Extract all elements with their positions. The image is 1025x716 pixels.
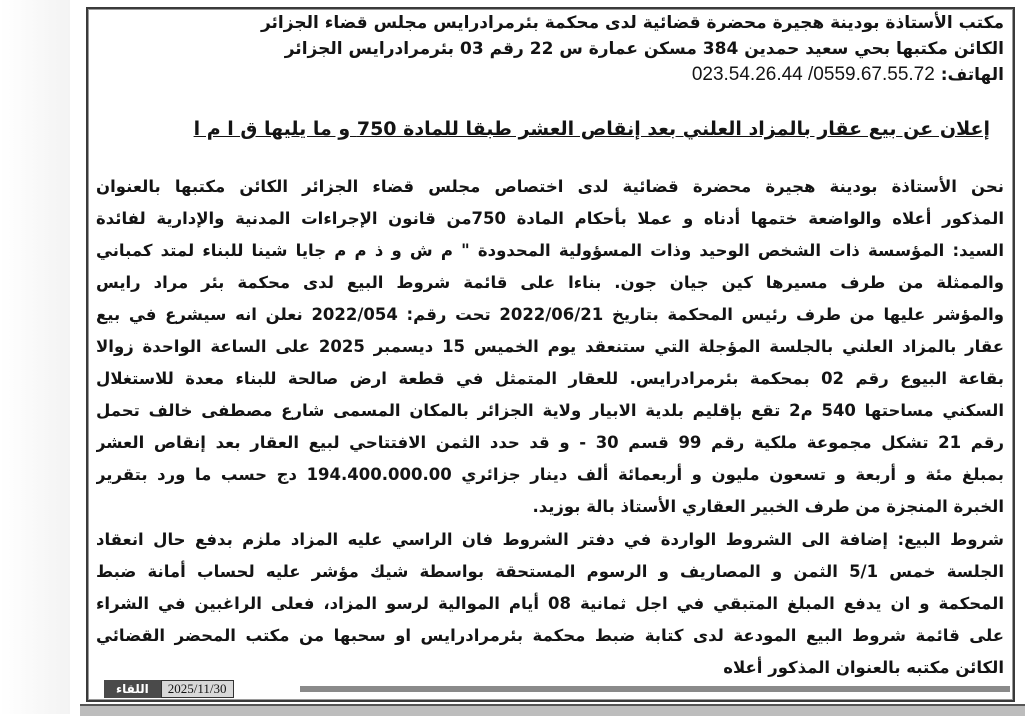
page-margin: [0, 0, 70, 714]
conditions-line: شروط البيع: إضافة الى الشروط الواردة في دفتر الشروط فان الراسي عليه المزاد ملزم بدفع حال انعقاد: [96, 530, 1004, 549]
body-line: والمؤشر عليها من طرف رئيس المحكمة بتاريخ 2022/06/21 تحت رقم: 2022/054 نعلن انه سيشرع في بيع: [96, 305, 1004, 324]
publication-footer: [104, 680, 234, 698]
address-line: الكائن مكتبها بحي سعيد حمدين 384 مسكن عمارة س 22 رقم 03 بئرمرادرايس الجزائر: [284, 39, 1004, 59]
body-line: الخبرة المنجزة من طرف الخبير العقاري الأستاذ بالة بوزيد.: [532, 497, 1004, 516]
conditions-line: على قائمة شروط البيع المودعة لدى كتابة ضبط محكمة بئرمرادرايس او سحبها من مكتب المحضر القضائي: [96, 626, 1004, 645]
body-line: رقم 21 تشكل مجموعة ملكية رقم 99 قسم 30 - و قد حدد الثمن الافتتاحي لبيع العقار بعد إنقاص العشر: [96, 433, 1004, 452]
body-line: بمبلغ مئة و أربعة و تسعون مليون و أربعمائة ألف دينار جزائري 194.400.000.00 دج حسب ما ورد بتقرير: [96, 465, 1004, 484]
conditions-line: الكائن مكتبه بالعنوان المذكور أعلاه: [723, 658, 1004, 677]
body-line: السكني مساحتها 540 م2 تقع بإقليم بلدية الابيار ولاية الجزائر بالمكان المسمى شارع مصطفى خالف تحمل: [96, 401, 1004, 420]
phone-numbers: 023.54.26.44 /0559.67.55.72: [691, 64, 935, 85]
body-line: بقاعة البيوع رقم 02 بمحكمة بئرمرادرايس. للعقار المتمثل في قطعة ارض صالحة للبناء معدة للاستغلال: [96, 369, 1004, 388]
body-line: والممثلة من طرف مسيرها كين جيان جون. بناءا على قائمة شروط البيع لدى محكمة بئر مراد رايس: [96, 273, 1004, 292]
body-line: عقار بالمزاد العلني بالجلسة المؤجلة التي ستنعقد يوم الخميس 15 ديسمبر 2025 على الساعة الواحدة زوالا: [96, 337, 1004, 356]
notice-title: إعلان عن بيع عقار بالمزاد العلني بعد إنقاص العشر طبقا للمادة 750 و ما يليها ق ا م ا: [193, 118, 990, 140]
body-line: السيد: المؤسسة ذات الشخص الوحيد وذات المسؤولية المحدودة " م ش و ذ م م جايا شينا للبناء لمتد كمباني: [96, 241, 1004, 260]
publication-date: 2025/11/30: [161, 680, 234, 698]
body-line: نحن الأستاذة بودينة هجيرة محضرة قضائية لدى اختصاص مجلس قضاء الجزائر الكائن مكتبها بالعنوان: [96, 177, 1004, 196]
footer-rule: [300, 686, 1010, 692]
office-line: مكتب الأستاذة بودينة هجيرة محضرة قضائية لدى محكمة بئرمرادرايس مجلس قضاء الجزائر: [260, 13, 1004, 33]
phone-label: الهاتف:: [940, 65, 1004, 85]
conditions-line: الجلسة خمس 5/1 الثمن و المصاريف و الرسوم المستحقة بواسطة شيك مؤشر عليه لحساب أمانة ضبط: [96, 562, 1004, 581]
phone-line: [96, 62, 1004, 90]
body-line: المذكور أعلاه والواضعة ختمها أدناه و عملا بأحكام المادة 750من قانون الإجراءات المدنية والإدارية لفائدة: [96, 209, 1004, 228]
conditions-line: المحكمة و ان يدفع المبلغ المتبقي في اجل ثمانية 08 أيام الموالية لرسو المزاد، فعلى الراغبين في الشراء: [96, 594, 1004, 613]
newspaper-name: اللقاء: [104, 680, 161, 698]
next-article-edge: [80, 704, 1025, 716]
